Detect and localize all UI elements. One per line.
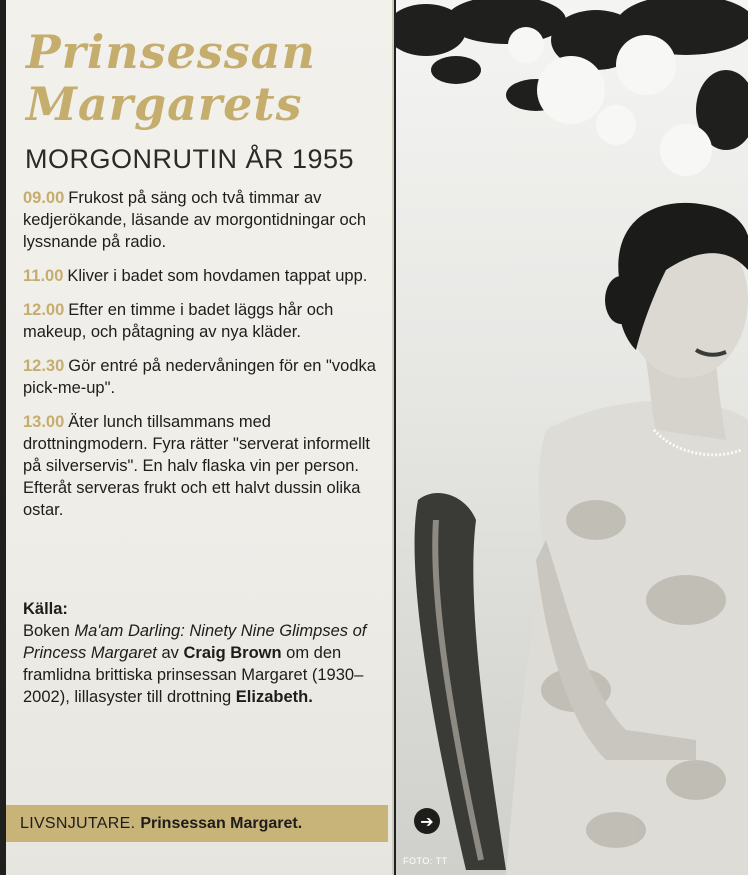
arrow-right-icon: ➔ [414,808,440,834]
schedule-list [23,187,383,533]
entry-time: 11.00 [23,267,64,285]
author-name: Craig Brown [183,644,282,662]
banner-subject: Prinsessan Margaret. [140,814,303,832]
article-column [6,0,394,875]
entry-text: Kliver i badet som hovdamen tappat upp. [67,267,368,285]
portrait-illustration [396,0,748,875]
schedule-entry [23,187,383,253]
section-banner [6,805,388,842]
schedule-entry [23,265,383,287]
headline-line-2: Margarets [26,77,303,131]
schedule-entry [23,355,383,399]
entry-text: Äter lunch tillsammans med drottningmodern. Fyra rätter "serverat informellt på silverservis". En halv flaska vin per person. Efteråt serveras frukt och ett halvt dussin olika ostar. [23,413,370,519]
schedule-entry [23,299,383,343]
schedule-entry [23,411,383,521]
entry-time: 13.00 [23,413,65,431]
source-label: Källa: [23,600,68,618]
entry-time: 09.00 [23,189,65,207]
photo-credit: FOTO: TT [403,856,448,866]
entry-text: Frukost på säng och två timmar av kedjerökande, läsande av morgontidningar och lyssnande på radio. [23,189,367,251]
source-text-part: Boken [23,622,75,640]
entry-time: 12.30 [23,357,65,375]
entry-text: Gör entré på nedervåningen för en "vodka pick-me-up". [23,357,376,397]
banner-category: LIVSNJUTARE. [20,814,136,832]
headline-line-1: Prinsessan [26,25,316,79]
portrait-photo [396,0,748,875]
source-text-part: om den framlidna brittiska prinsessan Margaret (1930–2002), lillasyster till drottning [23,644,364,706]
queen-name: Elizabeth. [235,688,313,706]
source-text [23,620,383,708]
entry-text: Efter en timme i badet läggs hår och makeup, och påtagning av nya kläder. [23,301,334,341]
subheadline: MORGONRUTIN ÅR 1955 [25,144,355,174]
headline [26,26,386,130]
source-block [23,598,383,708]
source-text-part: av [156,644,184,662]
book-title: Ma'am Darling: Ninety Nine Glimpses of Princess Margaret [23,622,367,662]
entry-time: 12.00 [23,301,65,319]
